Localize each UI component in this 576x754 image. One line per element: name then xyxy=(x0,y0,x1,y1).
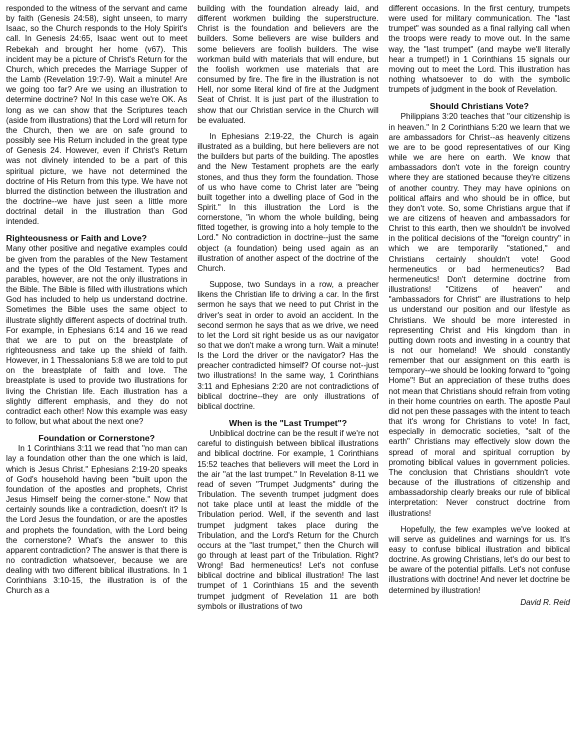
paragraph: Many other positive and negative examples could be given from the parables of the New Testament and the types of the Old Testament. Types and parables, however, are not the only illustrations in the Bible. The Bible is filled with illustrations which God has included to help us understand doctrine. Sometimes the Bible uses the same object to illustrate slightly different aspects of doctrinal truth. For example, in Ephesians 6:14 and 16 we read that we are to put on the breastplate of righteousness and take up the shield of faith. However, in 1 Thessalonians 5:8 we are told to put on the breastplate of faith and love. The breastplate is used to provide two illustrations for living the Christian life. Each illustration has a slightly different emphasis, and they do not contradict each other! Now this example was easy to follow, but what about the next one? xyxy=(6,244,188,427)
paragraph: Unbiblical doctrine can be the result if we're not careful to distinguish between biblical illustrations and biblical doctrine. For example, 1 Corinthians 15:52 teaches that believers will meet the Lord in the air "at the last trumpet." In Revelation 8-11 we read of seven "Trumpet Judgments" during the Tribulation. The seventh trumpet judgment does not take place until at least the middle of the Tribulation period. Well, if the seventh and last trumpet judgment takes place during the Tribulation, and the Lord's Return for the Church occurs at the "last trumpet," then the Church will go through at least part of the Tribulation. Right? Wrong! Bad hermeneutics! Let's not confuse biblical doctrine and biblical illustration! The last trumpet of 1 Corinthians 15 and the seventh trumpet judgment of Revelation 11 are both symbols or illustrations of two xyxy=(197,429,379,611)
column-1 xyxy=(6,4,187,750)
section-heading: When is the "Last Trumpet"? xyxy=(229,418,347,429)
paragraph: In Ephesians 2:19-22, the Church is again illustrated as a building, but here believers are not the builders but parts of the building. The apostles and the New Testament prophets are the early stones, and thus they form the foundation. Those of us who have come to Christ later are "being built together into a dwelling place of God in the Spirit." In this illustration the Lord is the cornerstone, "in whom the whole building, being fitted together, is growing into a holy temple to the Lord." No contradiction in doctrine--just the same object (a foundation) being used again as an illustration of another aspect of the doctrine of the Church. xyxy=(197,131,379,273)
paragraph: In 1 Corinthians 3:11 we read that "no man can lay a foundation other than the one which is laid, which is Jesus Christ." Ephesians 2:19-20 speaks of God's household having been "built upon the foundation of the apostles and prophets, Christ Jesus Himself being the corner-stone." Now that certainly sounds like a contradiction, doesn't it? Is the Lord Jesus the foundation, or are the apostles and prophets the foundation, with the Lord being the cornerstone? What's the answer to this apparent contradiction? The answer is that there is no contradiction whatsoever, because we are dealing with two different biblical illustrations. In 1 Corinthians 3:10-15, the illustration is of the Church as a xyxy=(6,444,188,596)
section-heading: Foundation or Cornerstone? xyxy=(38,433,155,444)
paragraph: building with the foundation already laid, and different workmen building the superstructure. Christ is the foundation and believers are the builders. Some believers are wise builders and some believers are foolish builders. The wise workman build with materials that will endure, but the foolish workmen use materials that are consumed by fire. The fire in the illustration is not Hell, nor some literal kind of fire at the Judgment Seat of Christ. It is just part of the illustration to show that our Christian service in the Church will be evaluated. xyxy=(197,4,379,125)
paragraph: Philippians 3:20 teaches that "our citizenship is in heaven." In 2 Corinthians 5:20 we learn that we are ambassadors for Christ--as heavenly citizens we are to be good representatives of our King while we are here on earth. We know that ambassadors don't vote in the foreign country where they are stationed because they're citizens of another country. They may have opinions on political affairs and who should be in office, but they don't vote. So, some Christians argue that if we are citizens of heaven and ambassadors for Christ to this earth, then we shouldn't be involved in the political decisions of the "foreign country" in which we are temporarily "stationed," and Christians certainly shouldn't vote! Good hermeneutics or bad hermeneutics? Bad hermeneutics! Don't determine doctrine from illustrations! "Citizens of heaven" and "ambassadors for Christ" are illustrations to help us understand our position and our lifestyle as Christians. We should be more interested in representing Christ and His kingdom than in putting down roots and investing in a country that is not our homeland! We should constantly remember that our assignment on this earth is temporary--we should be looking forward to "going Home"! But an appreciation of these truths does not mean that Christians should refrain from voting in their home countries on earth. The apostle Paul did not pen these passages with the intent to teach that it's wrong for Christians to vote! In fact, especially in democratic societies, "salt of the earth" Christians may effectively slow down the spread of moral and spiritual corruption by promoting biblical values in government policies. The conclusion that Christians shouldn't vote because of the illustrations of citizenship and ambassadorship clearly breaks our rule of biblical interpretation: Never construct doctrine from illustrations! xyxy=(388,112,570,518)
column-3 xyxy=(389,4,570,750)
author-signature: David R. Reid xyxy=(520,597,570,607)
paragraph: responded to the witness of the servant and came by faith (Genesis 24:58), sight unseen, to marry Isaac, so the Church responds to the Holy Spirit's call. In Genesis 24:65, Isaac went out to meet Rebekah and brought her home (v67). This incident may be a picture of Christ's Return for the Church, which precedes the Marriage Supper of the Lamb (Revelation 19:7-9). Wait a minute! Are we going too far? Are we using an illustration to determine doctrine? No! In this case we're OK. As long as we can show that the Scriptures teach (aside from illustrations) that the Lord will return for the Church, then we are on safe ground to possibly see His Return included in the great type of Genesis 24. However, even if Christ's Return was not divinely intended to be a part of this spiritual picture, we have not determined the doctrine of His Return from this type. We have not blurred the distinction between the illustration and the doctrine--we have just seen a little more doctrinal detail in the illustration than God intended. xyxy=(6,4,188,227)
paragraph: Suppose, two Sundays in a row, a preacher likens the Christian life to driving a car. In the first sermon he says that we need to put Christ in the driver's seat in order to avoid an accident. In the second sermon he says that as we drive, we need to let the Lord sit right beside us as our navigator so that we don't make a wrong turn. Wait a minute! Is the Lord the driver or the navigator? Has the preacher contradicted himself? Of course not--just two illustrations! In the same way, 1 Corinthians 3:11 and Ephesians 2:20 are not contradictions of biblical doctrine--they are only illustrations of biblical doctrine. xyxy=(197,280,379,411)
paragraph: Hopefully, the few examples we've looked at will serve as guidelines and warnings for us. It's easy to confuse biblical illustration and biblical doctrine. As growing Christians, let's do our best to be aware of the potential pitfalls. Let's not confuse illustrations with doctrine! And never let doctrine be determined by illustration! xyxy=(388,524,570,595)
paragraph: different occasions. In the first century, trumpets were used for military communication. The "last trumpet" was sounded as a final rallying call when the troops were ready to move out. In the same way, the "last trumpet" (and maybe we'll literally hear a trumpet!) in 1 Corinthians 15 signals our moving out to meet the Lord. This illustration has nothing whatsoever to do with the symbolic trumpets of judgment in the book of Revelation. xyxy=(388,4,570,95)
section-heading: Righteousness or Faith and Love? xyxy=(6,233,147,244)
section-heading: Should Christians Vote? xyxy=(429,101,529,112)
column-2 xyxy=(197,4,378,750)
